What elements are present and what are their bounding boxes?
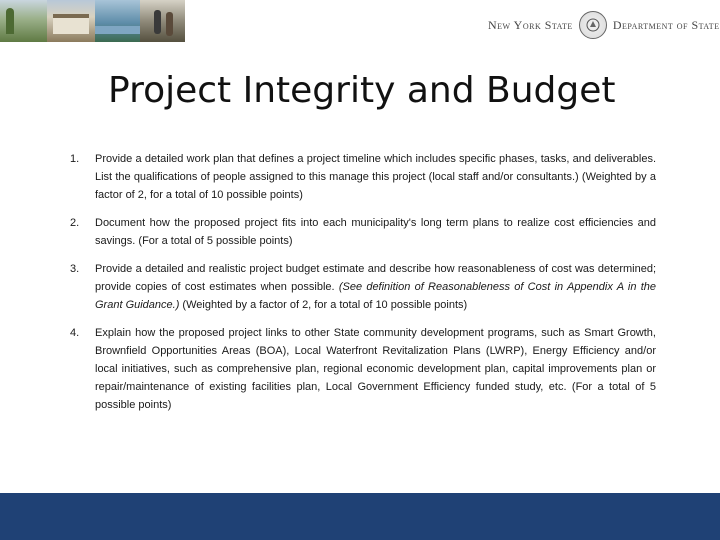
criterion-text: Document how the proposed project fits into each municipality's long term plans to realize cost efficiencies and savings. (For a total of 5 possible points) (95, 217, 656, 247)
logo-text-left: New York State (488, 17, 573, 32)
photo-landscape (0, 0, 47, 42)
criterion-text: Explain how the proposed project links to other State community development programs, such as Smart Growth, Brownfield Opportunities Areas (BOA), Local Waterfront Revitalization Plans (LWRP), Energy Efficiency and/or local initiatives, such as comprehensive plan, regional economic development plan, capital improvements plan or repair/maintenance of existing facilities plan, Local Government Efficiency funded study, etc. (For a total of 5 possible points) (95, 327, 656, 411)
criterion-number: 3. (70, 263, 80, 275)
criterion-text (95, 260, 656, 314)
criterion-1 (70, 150, 656, 204)
state-seal-icon (579, 11, 607, 39)
criterion-2 (70, 214, 656, 250)
criteria-list (70, 150, 656, 424)
photo-people (140, 0, 185, 42)
criterion-text-main: Provide a detailed and realistic project budget estimate and describe how reasonableness of cost was determined; provide copies of cost estimates when possible. (95, 263, 656, 293)
criterion-number: 4. (70, 327, 80, 339)
criterion-3 (70, 260, 656, 314)
slide-title: Project Integrity and Budget (108, 70, 616, 111)
criterion-text: Provide a detailed work plan that defines a project timeline which includes specific phases, tasks, and deliverables. List the qualifications of people assigned to this manage this project (local staff and/or consultants.) (Weighted by a factor of 2, for a total of 10 possible points) (95, 153, 656, 201)
logo-text-right: Department of State (612, 17, 720, 32)
photo-building (47, 0, 95, 42)
criterion-number: 1. (70, 153, 80, 165)
criterion-weighting: (Weighted by a factor of 2, for a total of 10 possible points) (179, 299, 468, 311)
criterion-4 (70, 324, 656, 414)
photo-waterfront (95, 0, 140, 42)
header-photo-strip (0, 0, 185, 42)
nys-dos-logo (488, 10, 720, 40)
criterion-reference: (See definition of Reasonableness of Cost in Appendix A in the Grant Guidance.) (95, 281, 656, 311)
criterion-number: 2. (70, 217, 80, 229)
footer-bar (0, 493, 720, 540)
